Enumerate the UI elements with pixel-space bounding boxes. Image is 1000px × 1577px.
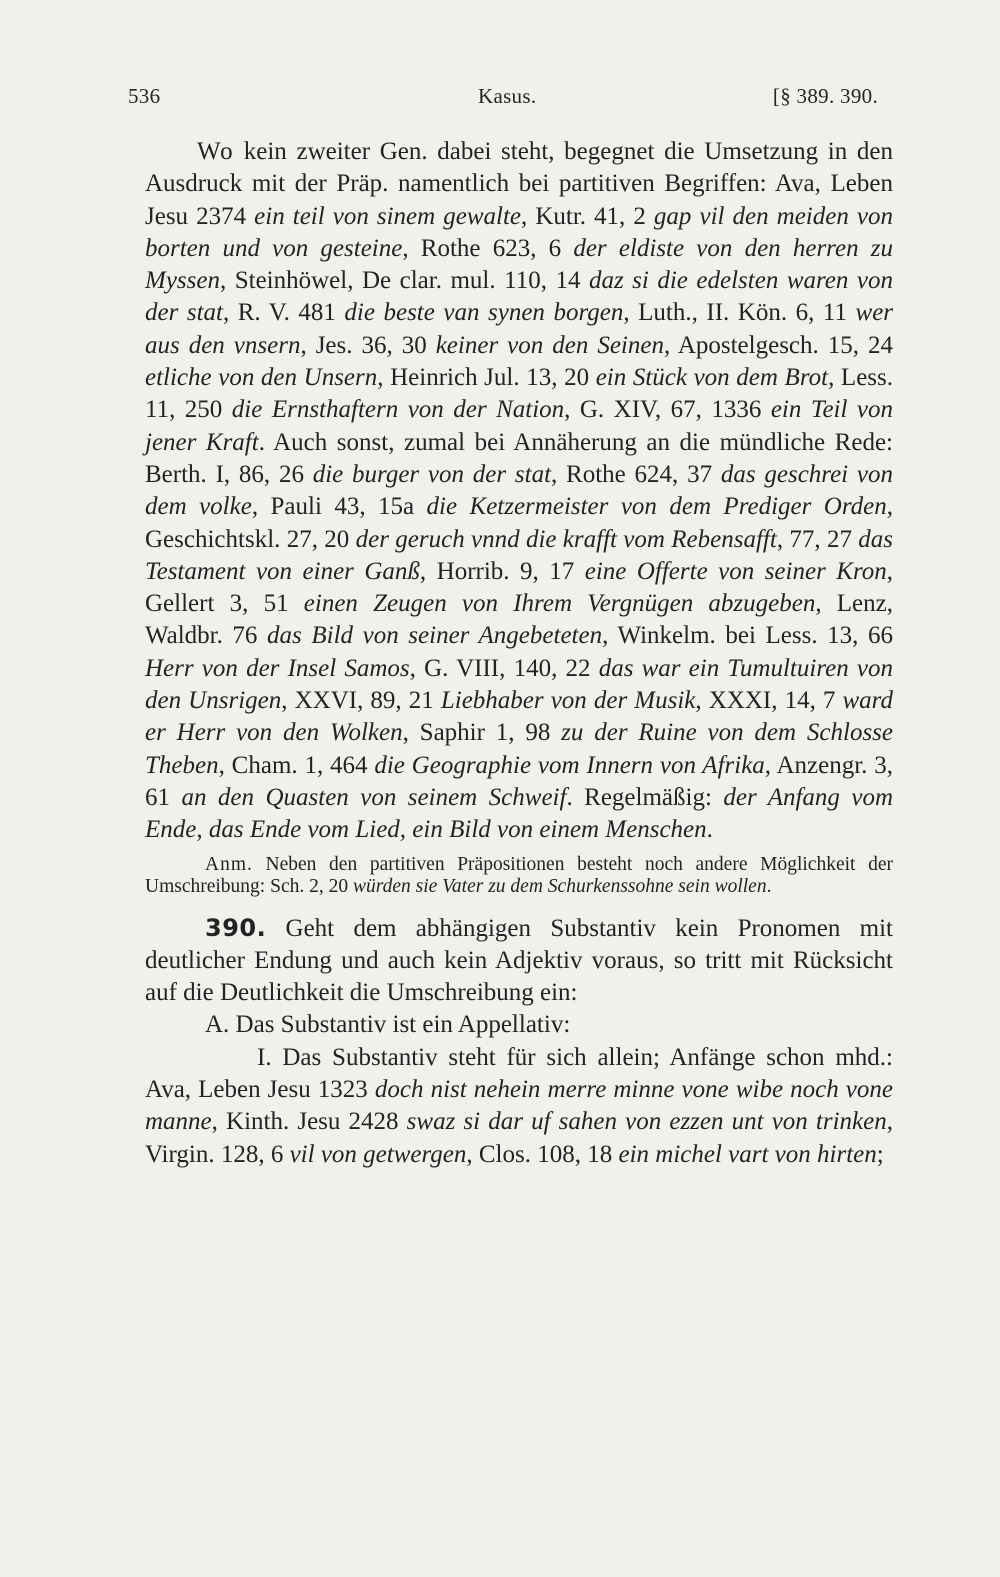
text-run: , Anzengr. 3, 61 <box>145 751 893 811</box>
text-run: , XXVI, 89, 21 <box>281 687 441 715</box>
italic-citation: daz si die edelsten waren von der stat <box>145 267 893 327</box>
text-run: , Virgin. 128, 6 <box>145 1108 893 1168</box>
text-run: , Less. 11, 250 <box>145 364 893 424</box>
text-run: , Lenz, Waldbr. 76 <box>145 590 893 650</box>
italic-citation: vil von getwergen <box>289 1140 467 1168</box>
italic-citation: das Testament von einer Ganß <box>145 525 894 585</box>
italic-citation: wer aus den vnsern <box>145 299 894 359</box>
text-run: . Auch sonst, zumal bei Annäherung an die mündliche Rede: Berth. I, 86, 26 <box>145 428 893 488</box>
page-header <box>128 84 878 114</box>
section-390-paragraph <box>145 912 893 1010</box>
italic-citation: einen Zeugen von Ihrem Vergnügen abzugeben <box>303 590 816 618</box>
text-run: . <box>766 876 772 898</box>
italic-citation: die Ketzermeister von dem Prediger Orden <box>426 493 887 521</box>
text-run: Neben den partitiven Präpositionen besteht noch andere Möglichkeit der Umschreibung: Sch. 2, 20 <box>145 853 893 898</box>
italic-citation: das war ein Tumultuiren von den Unsrigen <box>145 654 893 715</box>
italic-citation: Liebhaber von der Musik <box>440 687 696 715</box>
text-run: , Apostelgesch. 15, 24 <box>663 331 893 359</box>
italic-citation: die Geographie vom Innern von Afrika <box>374 751 765 779</box>
subheading-a: A. Das Substantiv ist ein Appellativ: <box>205 1011 571 1039</box>
text-run: , Saphir 1, 98 <box>402 719 562 747</box>
section-number: 390. <box>205 913 267 942</box>
paragraph-lead-word: Wo <box>197 138 235 165</box>
italic-citation: der Anfang vom Ende, das Ende vom Lied, ein Bild von einem Menschen <box>145 783 894 844</box>
text-run: , Heinrich Jul. 13, 20 <box>377 364 596 392</box>
italic-citation: ein michel vart von hirten <box>618 1140 877 1168</box>
italic-citation: würden sie Vater zu dem Schurkenssohne sein wollen <box>352 876 767 898</box>
text-run: , Pauli 43, 15a <box>251 493 427 521</box>
page-number: 536 <box>128 84 161 108</box>
italic-citation: die beste van synen borgen <box>344 299 624 327</box>
italic-citation: das geschrei von dem volke <box>145 460 893 521</box>
text-run: Geht dem abhängigen Substantiv kein Pronomen mit deutlicher Endung und auch kein Adjektiv voraus, so tritt mit Rücksicht auf die Deutlichkeit die Umschreibung ein: <box>145 914 893 1007</box>
text-run: , G. XIV, 67, 1336 <box>564 396 771 424</box>
annotation <box>145 854 893 899</box>
italic-citation: zu der Ruine von dem Schlosse Theben <box>145 719 893 779</box>
text-run: , Cham. 1, 464 <box>218 751 375 779</box>
text-run: , XXXI, 14, 7 <box>695 687 843 715</box>
italic-citation: eine Offerte von seiner Kron <box>584 557 887 585</box>
subsection-i-body <box>145 1044 893 1168</box>
annotation-label: Anm. <box>205 853 253 875</box>
text-run: , Horrib. 9, 17 <box>419 557 585 585</box>
text-run: , Gellert 3, 51 <box>145 557 894 618</box>
text-run: , G. VIII, 140, 22 <box>409 654 599 682</box>
text-run: I. Das Substantiv steht für sich allein; Anfänge schon mhd.: Ava, Leben Jesu 1323 <box>145 1043 893 1104</box>
text-run: , R. V. 481 <box>222 299 345 327</box>
text-run: , Clos. 108, 18 <box>466 1140 619 1168</box>
text-run: , Kinth. Jesu 2428 <box>211 1108 407 1136</box>
text-run: . Regelmäßig: <box>566 783 724 811</box>
italic-citation: etliche von den Unsern <box>145 364 378 392</box>
text-run: , Rothe 623, 6 <box>402 234 574 262</box>
italic-citation: ward er Herr von den Wolken <box>145 687 893 747</box>
text-run: , Kutr. 41, 2 <box>521 202 654 230</box>
paragraph-body <box>145 138 893 843</box>
subsection-i-paragraph <box>145 1042 893 1171</box>
text-run: ; <box>876 1140 884 1168</box>
italic-citation: ein Teil von jener Kraft <box>145 396 894 456</box>
text-run: , Jes. 36, 30 <box>300 331 436 359</box>
italic-citation: doch nist nehein merre minne vone wibe noch vone manne <box>145 1076 893 1136</box>
text-run: , Rothe 624, 37 <box>551 460 721 488</box>
body-text <box>145 136 893 1171</box>
text-run: , Geschichtskl. 27, 20 <box>145 493 894 553</box>
text-run: kein zweiter Gen. dabei steht, begegnet die Umsetzung in den Ausdruck mit der Präp. namentlich bei partitiven Begriffen: Ava, Leben Jesu 2374 <box>145 138 893 230</box>
italic-citation: ein teil von sinem gewalte <box>254 202 522 230</box>
annotation-body <box>145 854 893 898</box>
paragraph-389-continuation <box>145 136 893 847</box>
italic-citation: die Ernsthaftern von der Nation <box>231 396 565 424</box>
text-run: , Winkelm. bei Less. 13, 66 <box>602 622 893 650</box>
italic-citation: ein Stück von dem Brot <box>595 364 829 392</box>
section-reference: [§ 389. 390. <box>772 84 878 108</box>
italic-citation: swaz si dar uf sahen von ezzen unt von trinken <box>406 1108 887 1136</box>
italic-citation: der geruch vnnd die krafft vom Rebensafft <box>355 525 777 553</box>
italic-citation: die burger von der stat <box>312 460 552 488</box>
italic-citation: an den Quasten von seinem Schweif <box>181 783 567 811</box>
italic-citation: das Bild von seiner Angebeteten <box>267 622 603 650</box>
text-run: . <box>706 816 713 844</box>
text-run: , Steinhöwel, De clar. mul. 110, 14 <box>219 267 589 295</box>
text-run: , 77, 27 <box>776 525 859 553</box>
text-run: , Luth., II. Kön. 6, 11 <box>623 299 856 327</box>
italic-citation: Herr von der Insel Samos <box>145 654 410 682</box>
italic-citation: der eldiste von den herren zu Myssen <box>145 234 894 295</box>
running-title: Kasus. <box>478 84 537 108</box>
italic-citation: keiner von den Seinen <box>435 331 664 359</box>
italic-citation: gap vil den meiden von borten und von gesteine <box>145 202 893 262</box>
